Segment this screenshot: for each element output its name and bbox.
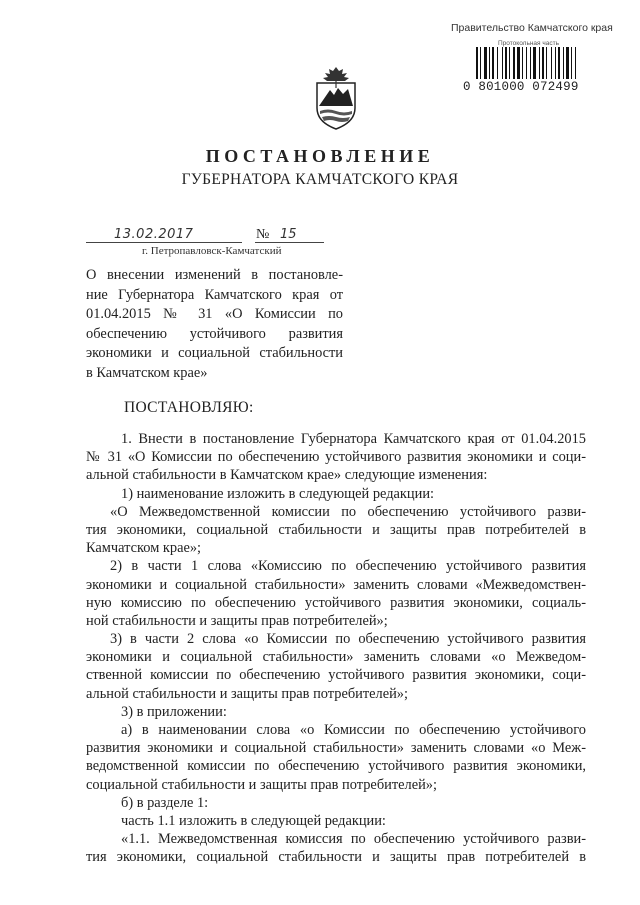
barcode-bar [571, 47, 572, 79]
barcode [476, 47, 609, 79]
body-line: 1. Внести в постановление Губернатора Камчатского края от 01.04.2015 [121, 431, 586, 447]
barcode-number: 0 801000 072499 [463, 80, 579, 94]
body-line: альной стабильности в Камчатском крае» следующие изменения: [86, 467, 488, 484]
body-line: «1.1. Межведомственная комиссия по обеспечению устойчивого разви- [121, 831, 586, 848]
barcode-bar [509, 47, 510, 79]
body-line: ной стабильности и защиты прав потребителей»; [86, 612, 388, 629]
body-line: альной стабильности и защиты прав потребителей»; [86, 685, 408, 702]
barcode-bar [533, 47, 536, 79]
barcode-bar [575, 47, 576, 79]
date-underline [86, 242, 242, 243]
body-line: социальной стабильности и защиты прав потребителей»; [86, 776, 437, 793]
registry-stamp-note: Протокольная часть [498, 40, 559, 47]
barcode-bar [502, 47, 503, 79]
resolve-heading: ПОСТАНОВЛЯЮ: [124, 399, 254, 416]
barcode-bar [546, 47, 547, 79]
body-line: тия экономики, социальной стабильности и защиты прав потребителей в [86, 521, 586, 538]
barcode-bar [542, 47, 544, 79]
body-line: «О Межведомственной комиссии по обеспечению устойчивого разви- [110, 503, 586, 520]
barcode-bar [476, 47, 478, 79]
body-line: 1) наименование изложить в следующей редакции: [121, 485, 435, 502]
document-city: г. Петропавловск-Камчатский [142, 245, 282, 257]
body-line: б) в разделе 1: [121, 794, 209, 811]
body-line: экономики и социальной стабильности» заменить словами «Межведомствен- [86, 576, 586, 593]
document-date: 13.02.2017 [114, 227, 194, 242]
barcode-bar [522, 47, 523, 79]
barcode-bar [539, 47, 540, 79]
body-line: ную комиссию по обеспечению устойчивого развития экономики, социаль- [86, 594, 586, 611]
subject-line: обеспечению устойчивого развития [86, 325, 343, 342]
coat-of-arms-emblem [313, 66, 359, 130]
body-line: развития экономики и социальной стабильности» заменить словами «о Меж- [86, 740, 586, 757]
barcode-bar [513, 47, 515, 79]
barcode-bar [505, 47, 507, 79]
number-underline [255, 242, 324, 243]
body-line: часть 1.1 изложить в следующей редакции: [121, 812, 386, 829]
number-label: № [256, 227, 270, 242]
body-line: 3) в приложении: [121, 703, 227, 720]
subject-line: экономики и социальной стабильности [86, 345, 343, 361]
barcode-bar [489, 47, 490, 79]
body-line: 2) в части 1 слова «Комиссию по обеспечению устойчивого развития [110, 558, 586, 575]
document-subtitle: ГУБЕРНАТОРА КАМЧАТСКОГО КРАЯ [181, 171, 459, 188]
subject-line: ние Губернатора Камчатского края от [86, 286, 343, 303]
barcode-bar [563, 47, 564, 79]
subject-line: 01.04.2015 № 31 «О Комиссии по [86, 306, 343, 322]
body-line: а) в наименовании слова «о Комиссии по обеспечению устойчивого [121, 722, 586, 738]
document-number: 15 [280, 227, 297, 242]
barcode-bar [497, 47, 498, 79]
barcode-bar [480, 47, 481, 79]
barcode-bar [484, 47, 487, 79]
body-line: ведомственной комиссии по обеспечению устойчивого развития экономики, [86, 758, 586, 775]
barcode-bar [517, 47, 520, 79]
body-line: ственной комиссии по обеспечению устойчивого развития экономики, соци- [86, 667, 586, 684]
body-line: экономики и социальной стабильности» заменить словами «о Межведом- [86, 649, 586, 666]
body-line: тия экономики, социальной стабильности и защиты прав потребителей в [86, 849, 586, 866]
document-title: ПОСТАНОВЛЕНИЕ [205, 146, 435, 166]
body-line: Камчатском крае»; [86, 540, 202, 557]
barcode-bar [492, 47, 494, 79]
registry-stamp-org: Правительство Камчатского края [451, 22, 613, 34]
barcode-bar [526, 47, 527, 79]
subject-line: в Камчатском крае» [86, 364, 208, 381]
body-line: № 31 «О Комиссии по обеспечению устойчивого развития экономики и соци- [86, 449, 586, 466]
barcode-bar [551, 47, 552, 79]
barcode-bar [566, 47, 569, 79]
barcode-bar [530, 47, 531, 79]
body-line: 3) в части 2 слова «о Комиссии по обеспечению устойчивого развития [110, 631, 586, 648]
subject-line: О внесении изменений в постановле- [86, 267, 343, 283]
barcode-bar [555, 47, 556, 79]
document-subject [86, 266, 343, 383]
barcode-bar [558, 47, 560, 79]
document-body [86, 430, 586, 867]
